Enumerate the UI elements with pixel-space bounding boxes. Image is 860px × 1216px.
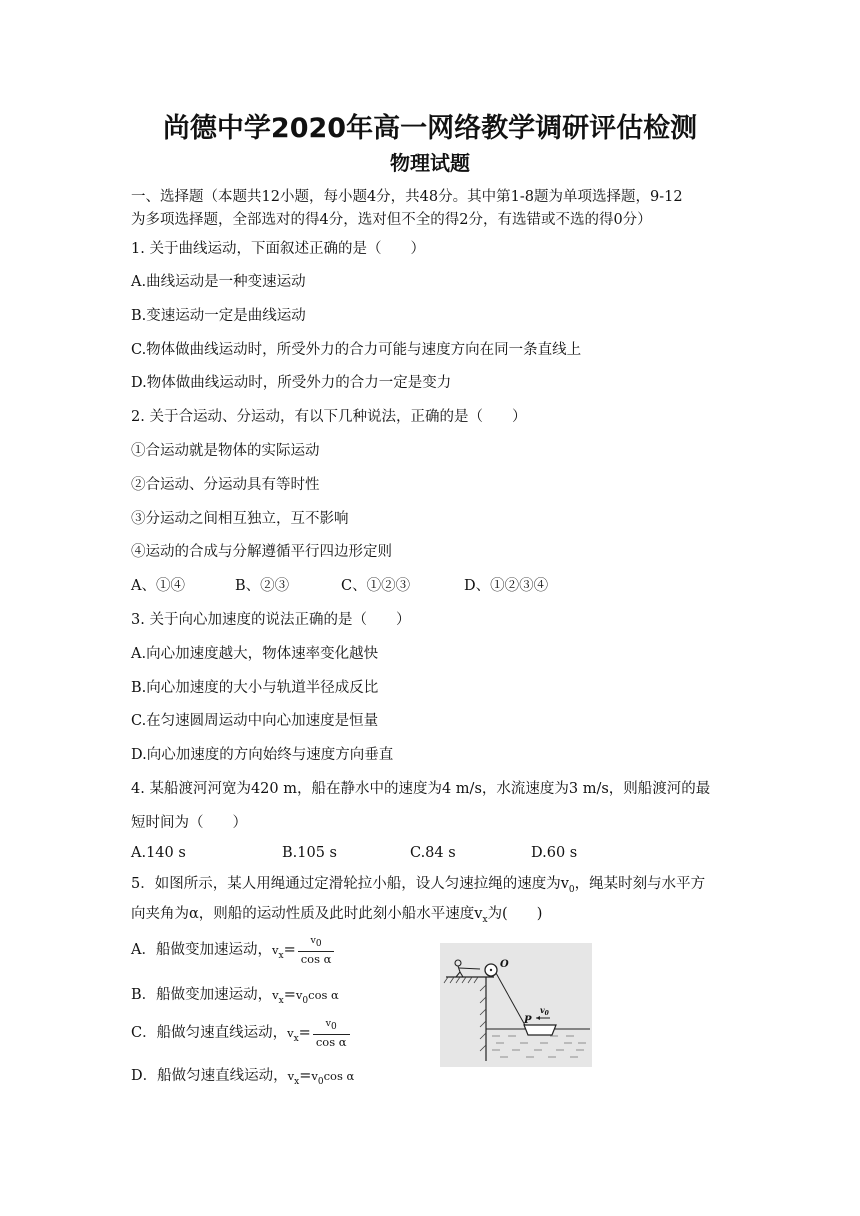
boat bbox=[524, 1025, 556, 1035]
q3-option-b: B.向心加速度的大小与轨道半径成反比 bbox=[131, 680, 379, 696]
q5-option-a: A．船做变加速运动，$v_x=$ $\frac{v_0}{\text{cos α}}$ bbox=[131, 934, 334, 966]
q4-stem-line1: 4. 某船渡河河宽为420 m，船在静水中的速度为4 m/s，水流速度为3 m/s，则船渡河的最 bbox=[131, 781, 711, 797]
q4-option-c: C.84 s bbox=[410, 845, 456, 861]
q1-option-d: D.物体做曲线运动时，所受外力的合力一定是变力 bbox=[131, 375, 452, 391]
q2-statement-4: ④运动的合成与分解遵循平行四边形定则 bbox=[131, 544, 392, 560]
q1-option-b: B.变速运动一定是曲线运动 bbox=[131, 308, 306, 324]
pulley-boat-diagram bbox=[440, 943, 592, 1067]
q1-option-c: C.物体做曲线运动时，所受外力的合力可能与速度方向在同一条直线上 bbox=[131, 342, 582, 358]
q5-stem-line2: 向夹角为α，则船的运动性质及此时此刻小船水平速度$v_x$为( ) bbox=[131, 906, 543, 925]
page-subtitle: 物理试题 bbox=[390, 151, 470, 175]
q1-option-a: A.曲线运动是一种变速运动 bbox=[131, 274, 306, 290]
man-figure bbox=[455, 960, 480, 977]
q5-a-fraction: $\frac{v_0}{\text{cos α}}$ bbox=[298, 934, 335, 966]
q2-statement-3: ③分运动之间相互独立，互不影响 bbox=[131, 511, 349, 527]
q2-option-b: B、②③ bbox=[235, 578, 290, 594]
q1-stem: 1. 关于曲线运动，下面叙述正确的是（ ） bbox=[131, 241, 425, 257]
q4-stem-line2: 短时间为（ ） bbox=[131, 815, 247, 831]
q5-option-d: D．船做匀速直线运动，$v_x=v_0\cos$ α bbox=[131, 1068, 355, 1087]
section-intro-line1: 一、选择题（本题共12小题，每小题4分，共48分。其中第1-8题为单项选择题，9-12 bbox=[131, 189, 683, 205]
page-title: 尚德中学2020年高一网络教学调研评估检测 bbox=[162, 113, 698, 144]
q5-option-b: B．船做变加速运动，$v_x=v_0\cos$ α bbox=[131, 987, 339, 1006]
label-p: P bbox=[524, 1015, 532, 1026]
pulley-boat-figure bbox=[440, 943, 592, 1067]
q2-statement-1: ①合运动就是物体的实际运动 bbox=[131, 443, 320, 459]
q5-c-fraction: $\frac{v_0}{\text{cos α}}$ bbox=[313, 1017, 350, 1049]
cliff-top-hatch bbox=[444, 977, 478, 983]
q5-option-c: C．船做匀速直线运动，$v_x=$ $\frac{v_0}{\text{cos α}}$ bbox=[131, 1017, 350, 1049]
q3-option-d: D.向心加速度的方向始终与速度方向垂直 bbox=[131, 747, 394, 763]
label-v0: $v_0$ bbox=[540, 1005, 549, 1017]
q2-option-d: D、①②③④ bbox=[464, 578, 549, 594]
q4-option-b: B.105 s bbox=[282, 845, 337, 861]
q2-stem: 2. 关于合运动、分运动，有以下几种说法，正确的是（ ） bbox=[131, 409, 527, 425]
q2-statement-2: ②合运动、分运动具有等时性 bbox=[131, 477, 320, 493]
q3-option-c: C.在匀速圆周运动中向心加速度是恒量 bbox=[131, 713, 379, 729]
q2-option-c: C、①②③ bbox=[341, 578, 411, 594]
section-intro-line2: 为多项选择题，全部选对的得4分，选对但不全的得2分，有选错或不选的得0分） bbox=[131, 212, 652, 228]
q4-option-d: D.60 s bbox=[531, 845, 578, 861]
q2-option-a: A、①④ bbox=[131, 578, 185, 594]
q5-stem-line1: 5．如图所示，某人用绳通过定滑轮拉小船，设人匀速拉绳的速度为$v_0$，绳某时刻与水平方 bbox=[131, 876, 706, 895]
q3-stem: 3. 关于向心加速度的说法正确的是（ ） bbox=[131, 612, 411, 628]
water-ripples bbox=[492, 1036, 586, 1057]
cliff-wall-hatch bbox=[480, 985, 486, 1051]
label-o: O bbox=[500, 959, 509, 970]
rope bbox=[496, 973, 526, 1027]
q4-option-a: A.140 s bbox=[131, 845, 186, 861]
q3-option-a: A.向心加速度越大，物体速率变化越快 bbox=[131, 646, 379, 662]
